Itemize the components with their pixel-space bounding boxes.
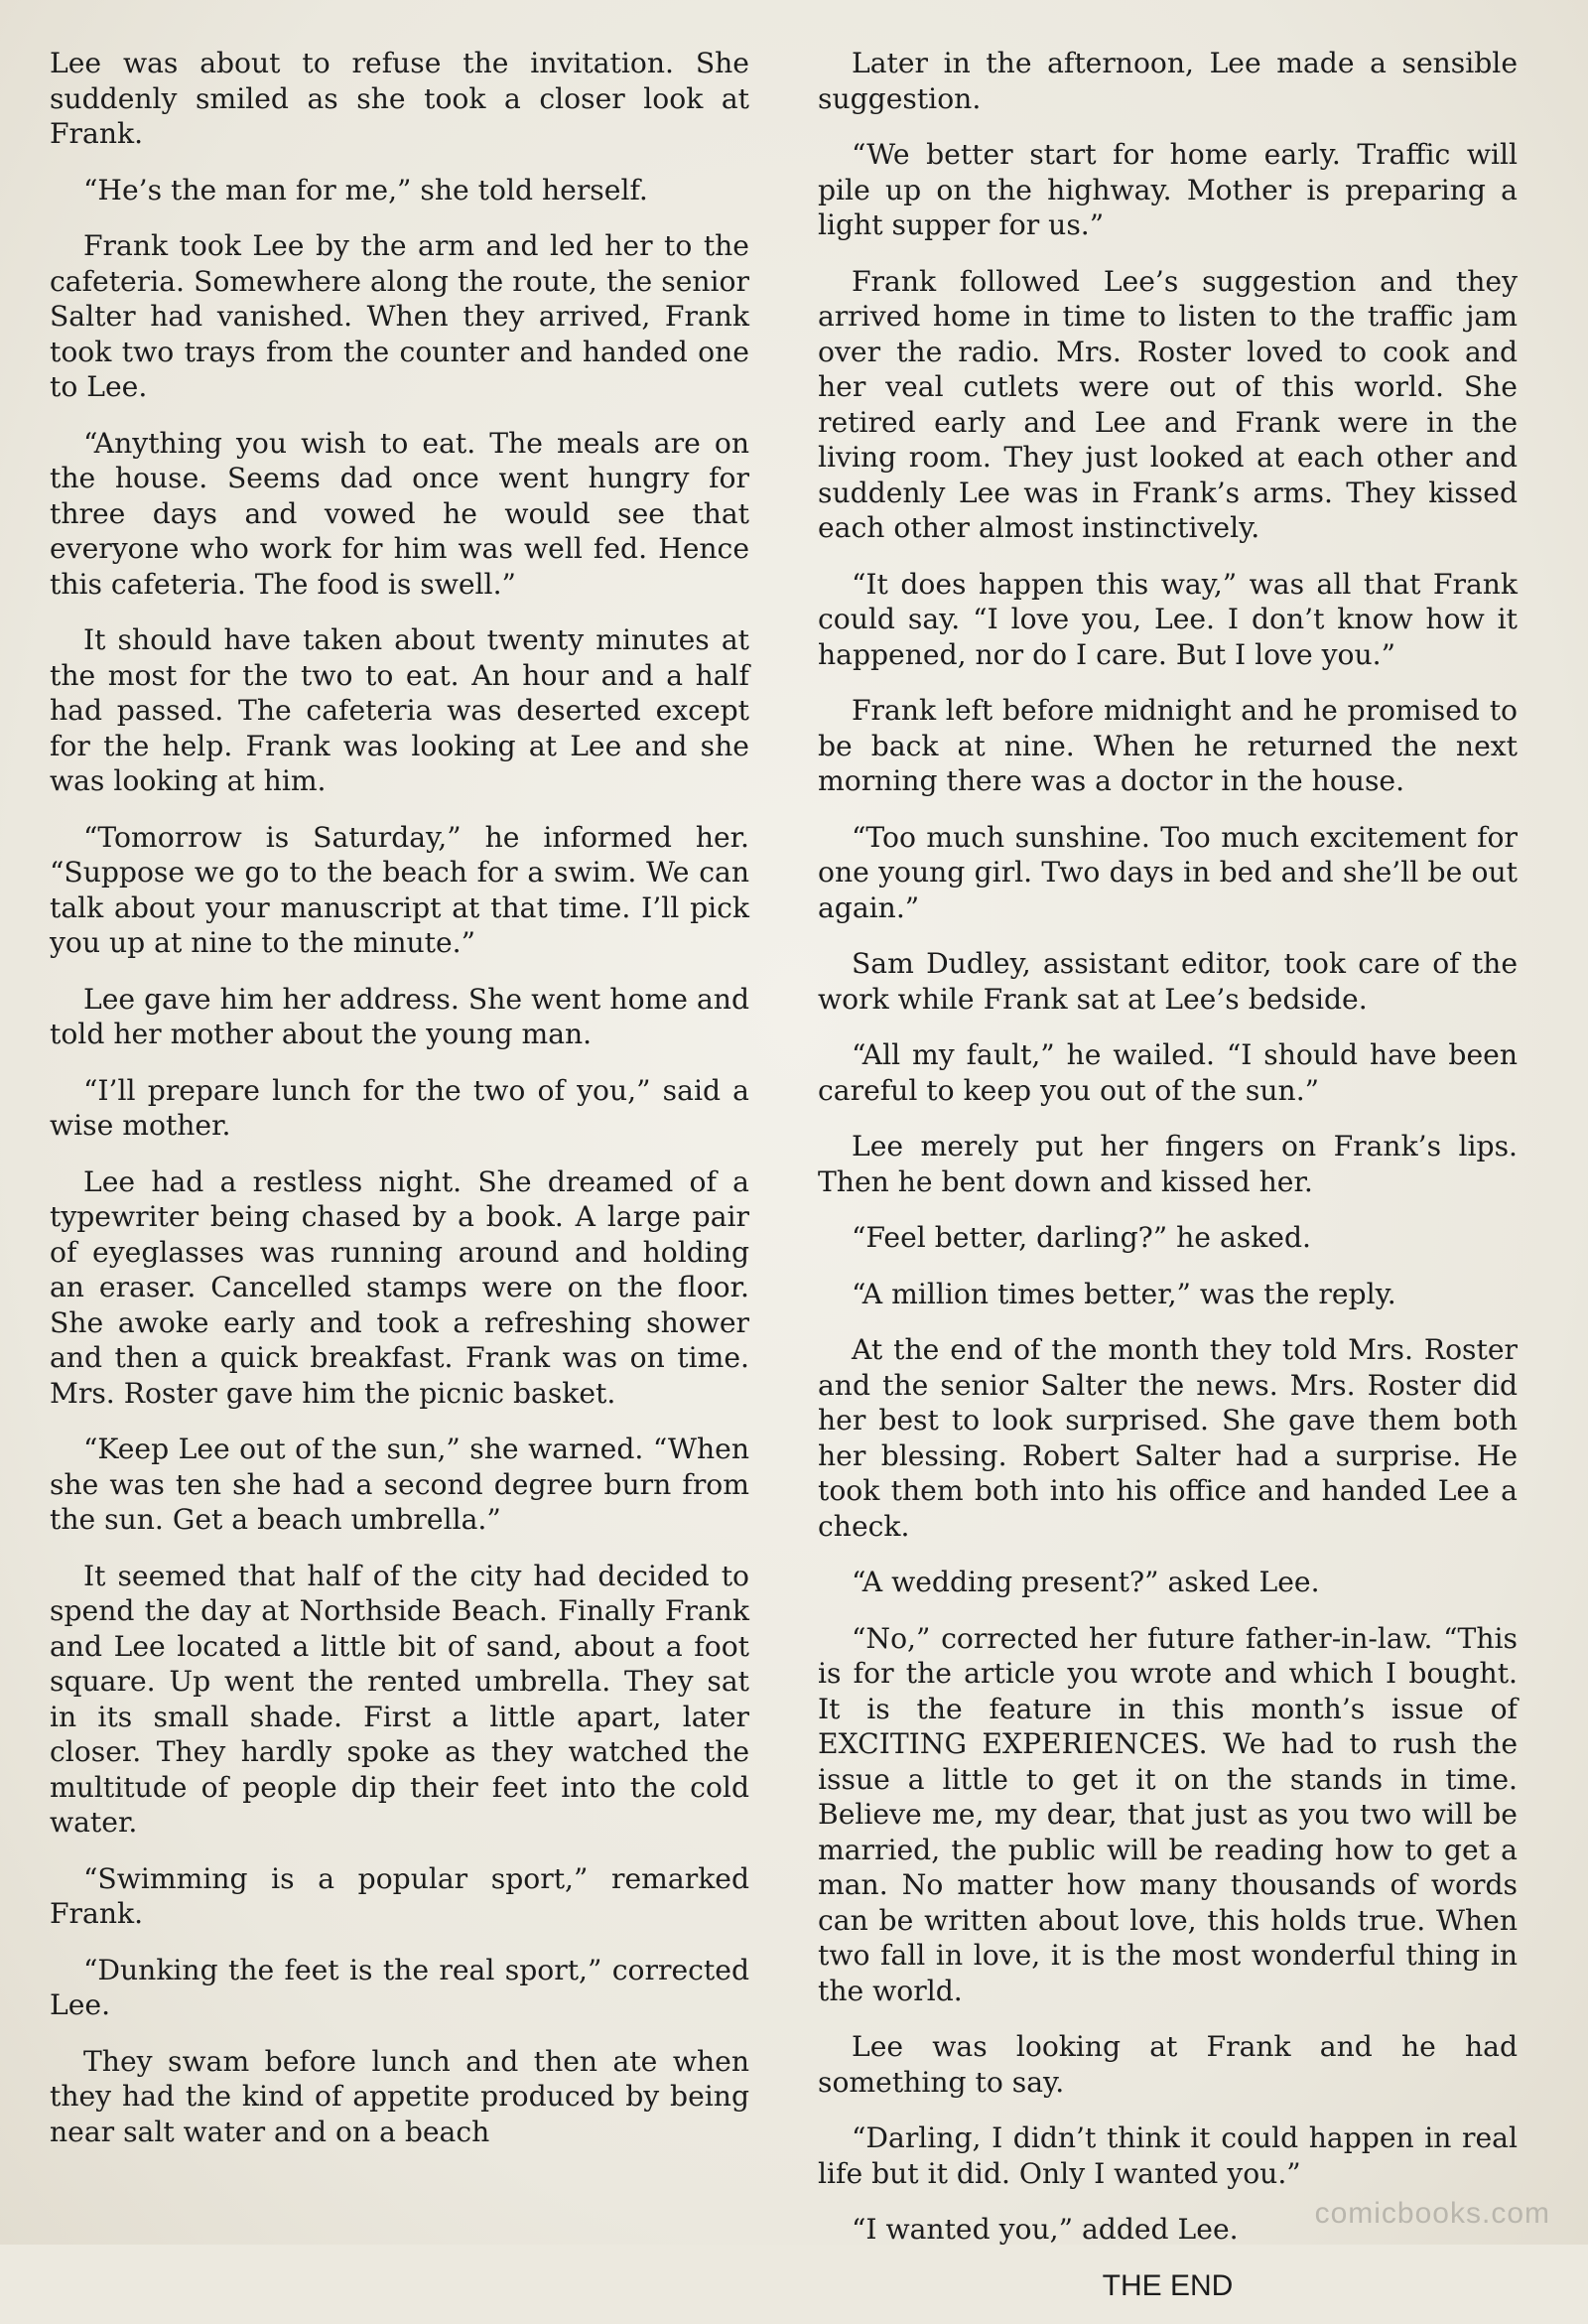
paragraph: “All my fault,” he wailed. “I should have been careful to keep you out of the sun.”	[818, 1038, 1518, 1107]
paragraph: Sam Dudley, assistant editor, took care of the work while Frank sat at Lee’s bedside.	[818, 947, 1518, 1016]
paragraph: Lee was about to refuse the invitation. She suddenly smiled as she took a closer look at Frank.	[50, 47, 749, 150]
paragraph: “Keep Lee out of the sun,” she warned. “When she was ten she had a second degree burn from the sun. Get a beach umbrella.”	[50, 1433, 749, 1536]
paragraph: Lee merely put her fingers on Frank’s lips. Then he bent down and kissed her.	[818, 1130, 1518, 1198]
paragraph: “Too much sunshine. Too much excitement for one young girl. Two days in bed and she’ll be out again.”	[818, 820, 1518, 924]
paragraph: “Darling, I didn’t think it could happen in real life but it did. Only I wanted you.”	[818, 2121, 1518, 2190]
paragraph: Lee was looking at Frank and he had something to say.	[818, 2030, 1518, 2099]
paragraph: It seemed that half of the city had decided to spend the day at Northside Beach. Finally Frank and Lee located a little bit of sand, about a foot square. Up went the rented umbrella. They sat in its small shade. First a little apart, later closer. They hardly spoke as they watched the multitude of people dip their feet into the cold water.	[50, 1559, 749, 1839]
paragraph: They swam before lunch and then ate when they had the kind of appetite produced by being near salt water and on a beach	[50, 2044, 749, 2148]
paragraph: “No,” corrected her future father-in-law. “This is for the article you wrote and which I bought. It is the feature in this month’s issue of EXCITING EXPERIENCES. We had to rush the issue a little to get it on the stands in time. Believe me, my dear, that just as you two will be married, the public will be reading how to get a man. No matter how many thousands of words can be written about love, this holds true. When two fall in love, it is the most wonderful thing in the world.	[818, 1621, 1518, 2007]
paragraph: “A wedding present?” asked Lee.	[852, 1566, 1320, 1598]
paragraph: “I wanted you,” added Lee.	[852, 2213, 1239, 2246]
paragraph: “Anything you wish to eat. The meals are on the house. Seems dad once went hungry for three days and vowed he would see that everyone who work for him was well fed. Hence this cafeteria. The food is swell.”	[50, 426, 749, 601]
paragraph: “Dunking the feet is the real sport,” corrected Lee.	[50, 1953, 749, 2021]
paragraph: “Tomorrow is Saturday,” he informed her. “Suppose we go to the beach for a swim. We can talk about your manuscript at that time. I’ll pick you up at nine to the minute.”	[50, 820, 749, 959]
paragraph: “Feel better, darling?” he asked.	[852, 1221, 1311, 1254]
paragraph: “A million times better,” was the reply.	[852, 1277, 1396, 1310]
left-text-column	[50, 46, 749, 2170]
paragraph: Frank followed Lee’s suggestion and they arrived home in time to listen to the traffic jam over the radio. Mrs. Roster loved to cook and her veal cutlets were out of this world. She retired early and Lee and Frank were in the living room. They just looked at each other and suddenly Lee was in Frank’s arms. They kissed each other almost instinctively.	[818, 264, 1518, 544]
paragraph: “We better start for home early. Traffic will pile up on the highway. Mother is preparing a light supper for us.”	[818, 138, 1518, 241]
paragraph: Later in the afternoon, Lee made a sensible suggestion.	[818, 47, 1518, 115]
paragraph: Frank left before midnight and he promised to be back at nine. When he returned the next morning there was a doctor in the house.	[818, 694, 1518, 797]
paragraph: At the end of the month they told Mrs. Roster and the senior Salter the news. Mrs. Roster did her best to look surprised. She gave them both her blessing. Robert Salter had a surprise. He took them both into his office and handed Lee a check.	[818, 1333, 1518, 1543]
paragraph: “Swimming is a popular sport,” remarked Frank.	[50, 1861, 749, 1930]
right-text-column	[818, 46, 1518, 2324]
paragraph: “I’ll prepare lunch for the two of you,” said a wise mother.	[50, 1073, 749, 1142]
paragraph: Lee had a restless night. She dreamed of a typewriter being chased by a book. A large pair of eyeglasses was running around and holding an eraser. Cancelled stamps were on the floor. She awoke early and took a refreshing shower and then a quick breakfast. Frank was on time. Mrs. Roster gave him the picnic basket.	[50, 1164, 749, 1410]
site-watermark: comicbooks.com	[1314, 2197, 1550, 2230]
paragraph: It should have taken about twenty minutes at the most for the two to eat. An hour and a half had passed. The cafeteria was deserted except for the help. Frank was looking at Lee and she was looking at him.	[50, 623, 749, 797]
paragraph: “He’s the man for me,” she told herself.	[83, 173, 648, 206]
paragraph: Frank took Lee by the arm and led her to the cafeteria. Somewhere along the route, the senior Salter had vanished. When they arrived, Frank took two trays from the counter and handed one to Lee.	[50, 229, 749, 403]
the-end-label: THE END	[1102, 2268, 1234, 2302]
paragraph: “It does happen this way,” was all that Frank could say. “I love you, Lee. I don’t know how it happened, nor do I care. But I love you.”	[818, 567, 1518, 671]
paragraph: Lee gave him her address. She went home and told her mother about the young man.	[50, 982, 749, 1050]
